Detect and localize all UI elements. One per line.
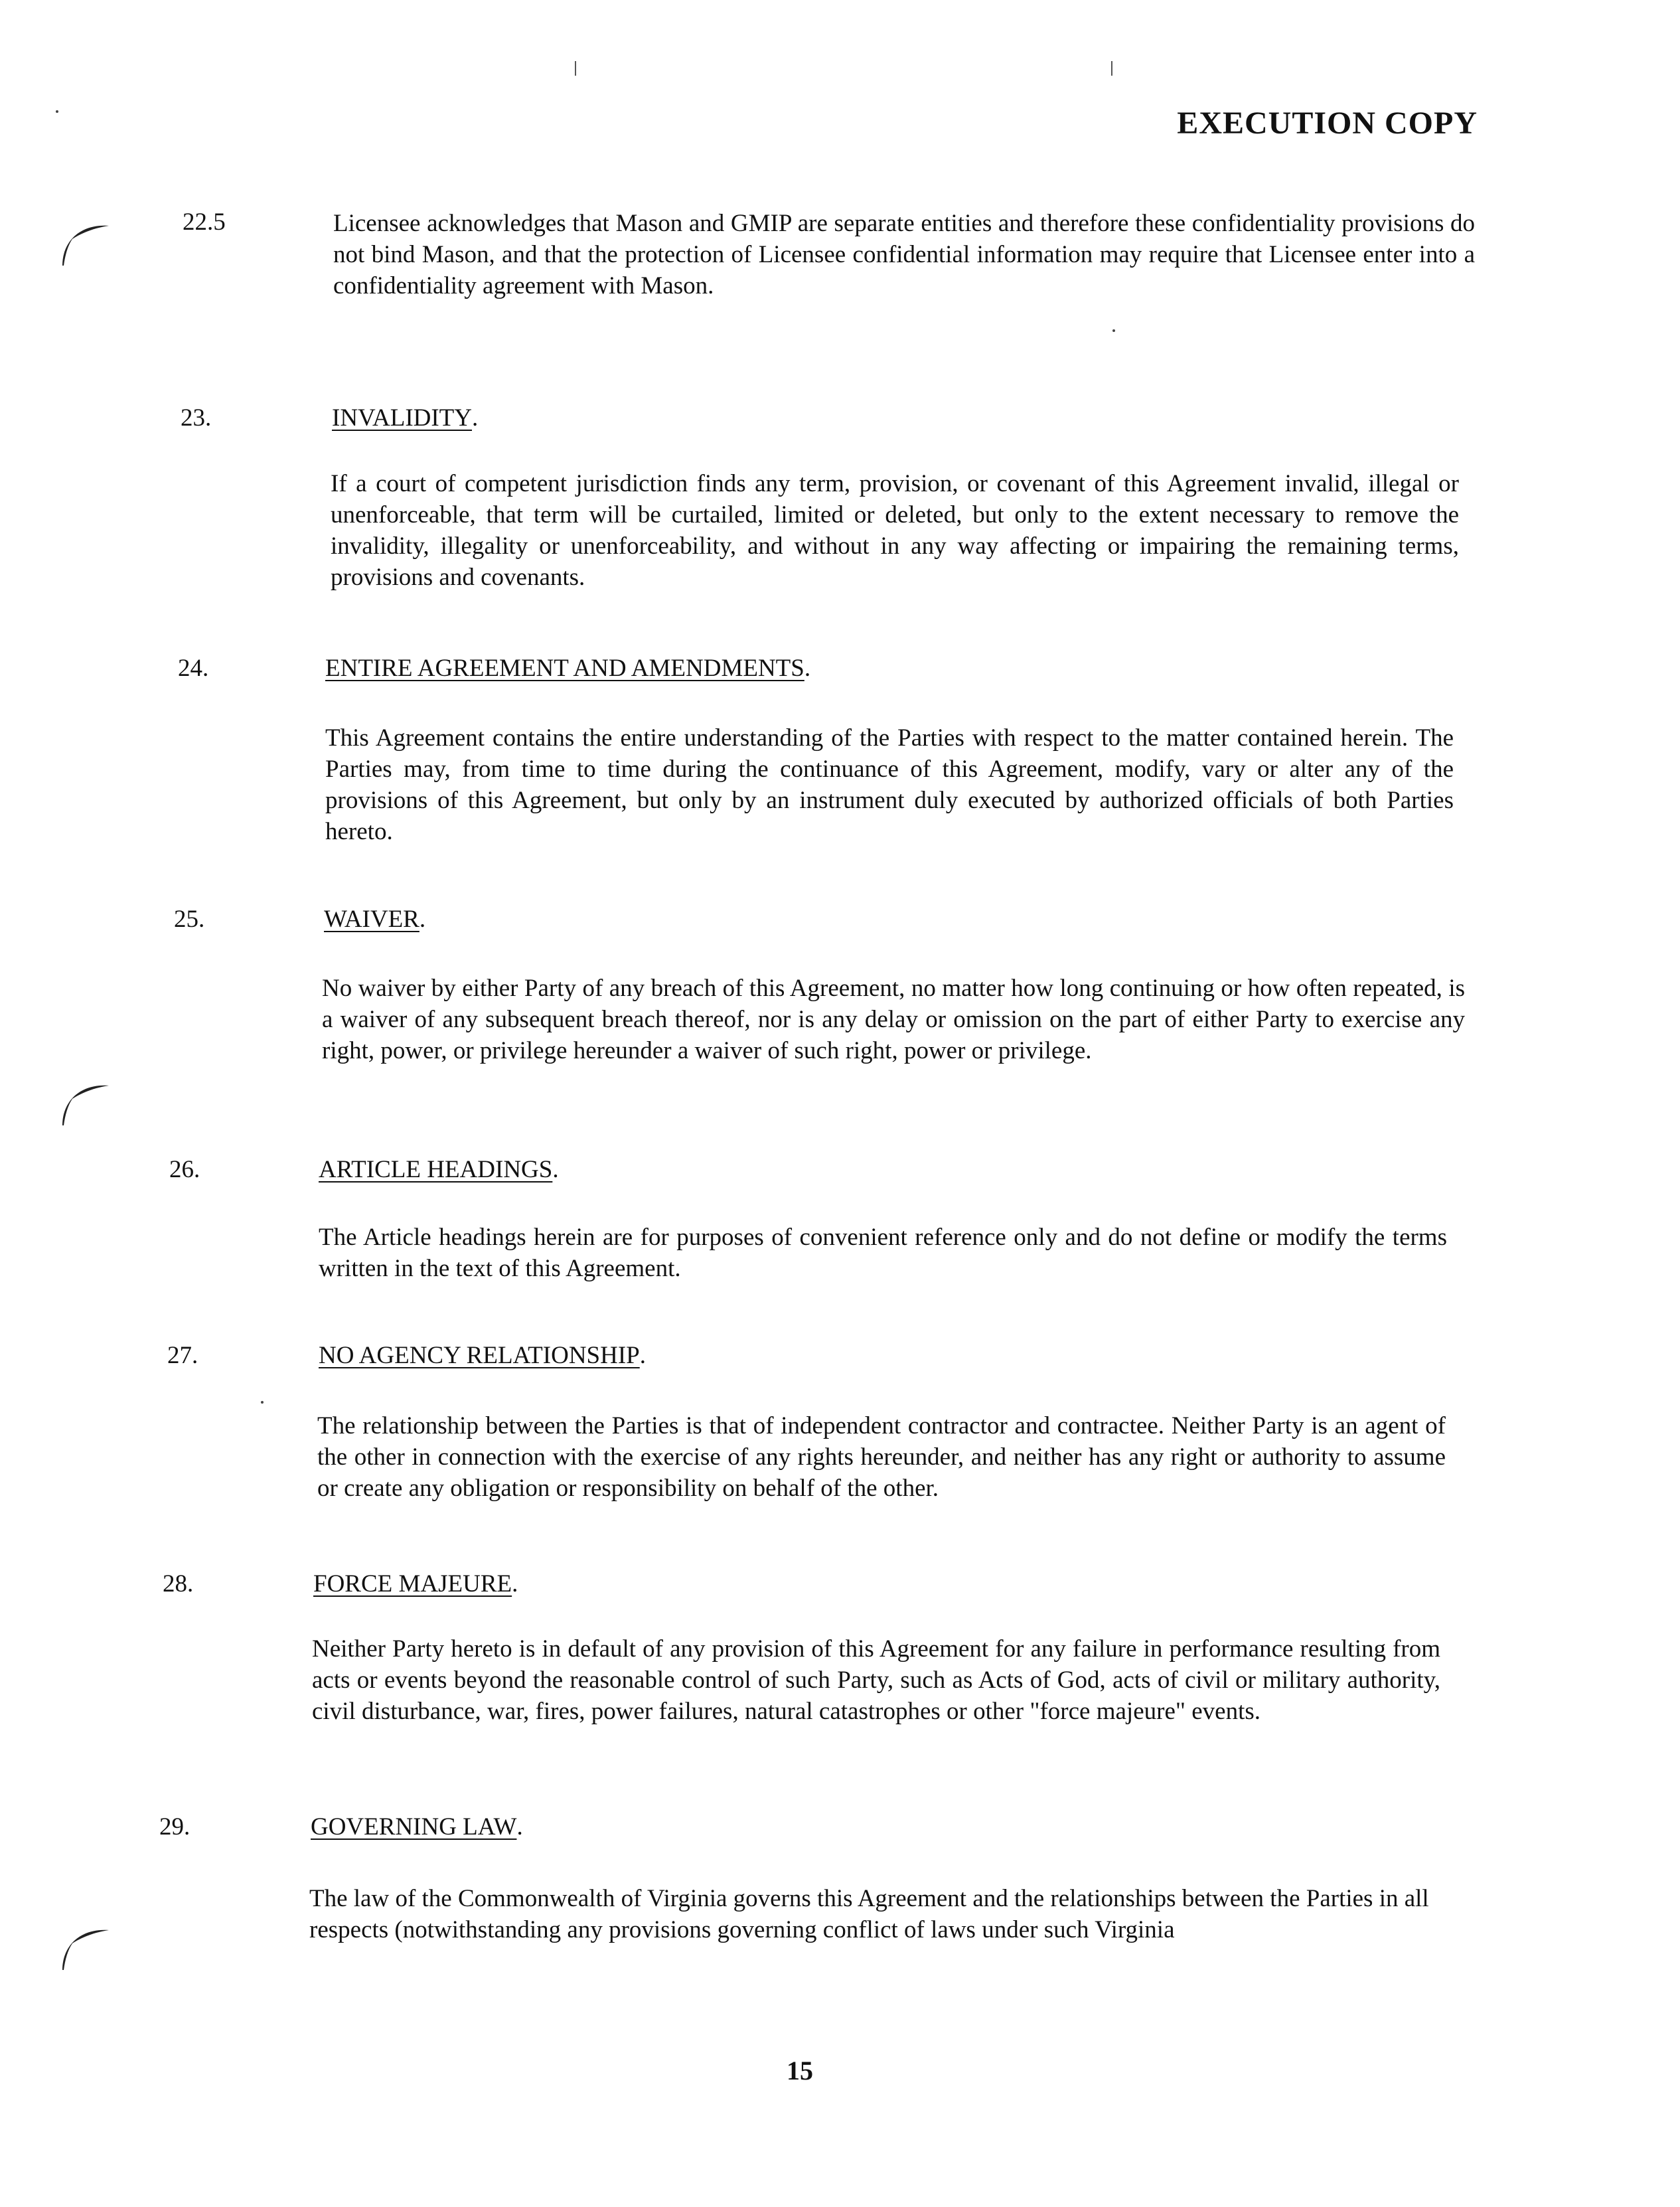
section-heading-text: NO AGENCY RELATIONSHIP xyxy=(319,1342,640,1369)
section-paragraph: The law of the Commonwealth of Virginia governs this Agreement and the relationships between the Parties in all respects (notwithstanding any provisions governing conflict of laws under such Virginia xyxy=(309,1885,1429,1943)
section-number: 28. xyxy=(163,1570,194,1597)
section-paragraph: Neither Party hereto is in default of any provision of this Agreement for any failure in performance resulting from acts or events beyond the reasonable control of such Party, such as Acts of God, acts of civil or military authority, civil disturbance, war, fires, power failures, natural catastrophes or other "force majeure" events. xyxy=(312,1635,1440,1725)
section-heading-text: GOVERNING LAW xyxy=(311,1813,517,1840)
section-number: 29. xyxy=(159,1813,191,1840)
section-heading xyxy=(311,1813,523,1841)
section-heading-text: WAIVER xyxy=(324,906,420,933)
heading-period: . xyxy=(552,1156,559,1183)
section-heading xyxy=(313,1570,518,1598)
section-heading-text: INVALIDITY xyxy=(332,404,472,432)
section-heading xyxy=(325,654,810,683)
section-number: 25. xyxy=(174,906,205,933)
scan-mark xyxy=(575,61,576,76)
punch-hole-mark xyxy=(56,1920,122,1973)
page-number: 15 xyxy=(787,2056,813,2085)
section-number: 26. xyxy=(169,1156,200,1183)
scan-mark xyxy=(1111,61,1112,76)
section-paragraph: The Article headings herein are for purposes of convenient reference only and do not define or modify the terms written in the text of this Agreement. xyxy=(319,1224,1447,1282)
section-heading-text: FORCE MAJEURE xyxy=(313,1570,512,1597)
section-heading-text: ARTICLE HEADINGS xyxy=(319,1156,553,1183)
heading-period: . xyxy=(472,404,479,432)
heading-period: . xyxy=(419,906,426,933)
scan-mark xyxy=(1112,329,1115,332)
section-paragraph: If a court of competent jurisdiction finds any term, provision, or covenant of this Agreement invalid, illegal or unenforceable, that term will be curtailed, limited or deleted, but only to the extent necessary to remove the invalidity, illegality or unenforceability, and without in any way affecting or impairing the remaining terms, provisions and covenants. xyxy=(331,470,1459,591)
section-number: 23. xyxy=(181,404,212,432)
scan-mark xyxy=(261,1401,264,1404)
punch-hole-mark xyxy=(56,216,122,269)
heading-period: . xyxy=(516,1813,523,1840)
section-paragraph: This Agreement contains the entire understanding of the Parties with respect to the matter contained herein. The Parties may, from time to time during the continuance of this Agreement, modify, vary or alter any of the provisions of this Agreement, but only by an instrument duly executed by authorized officials of both Parties hereto. xyxy=(325,724,1454,845)
heading-period: . xyxy=(639,1342,646,1369)
section-heading xyxy=(332,404,478,432)
heading-period: . xyxy=(804,655,811,682)
section-paragraph: The relationship between the Parties is that of independent contractor and contractee. Neither Party is an agent of the other in connection with the exercise of any rights hereunder, and neither has any right or authority to assume or create any obligation or responsibility on behalf of the other. xyxy=(317,1412,1446,1502)
section-number: 22.5 xyxy=(183,208,226,236)
section-heading-text: ENTIRE AGREEMENT AND AMENDMENTS xyxy=(325,655,804,682)
section-paragraph: Licensee acknowledges that Mason and GMIP are separate entities and therefore these confidentiality provisions do not bind Mason, and that the protection of Licensee confidential information may require that Licensee enter into a confidentiality agreement with Mason. xyxy=(333,210,1475,299)
scan-mark xyxy=(56,110,58,113)
section-heading xyxy=(324,905,425,934)
punch-hole-mark xyxy=(56,1076,122,1129)
section-heading xyxy=(319,1341,646,1370)
section-heading xyxy=(319,1155,559,1184)
section-paragraph: No waiver by either Party of any breach of this Agreement, no matter how long continuing or how often repeated, is a waiver of any subsequent breach thereof, nor is any delay or omission on the part of either Party to exercise any right, power, or privilege hereunder a waiver of such right, power or privilege. xyxy=(322,975,1465,1064)
section-number: 24. xyxy=(178,655,209,682)
document-header-title: EXECUTION COPY xyxy=(1177,106,1478,141)
heading-period: . xyxy=(512,1570,518,1597)
section-number: 27. xyxy=(167,1342,198,1369)
